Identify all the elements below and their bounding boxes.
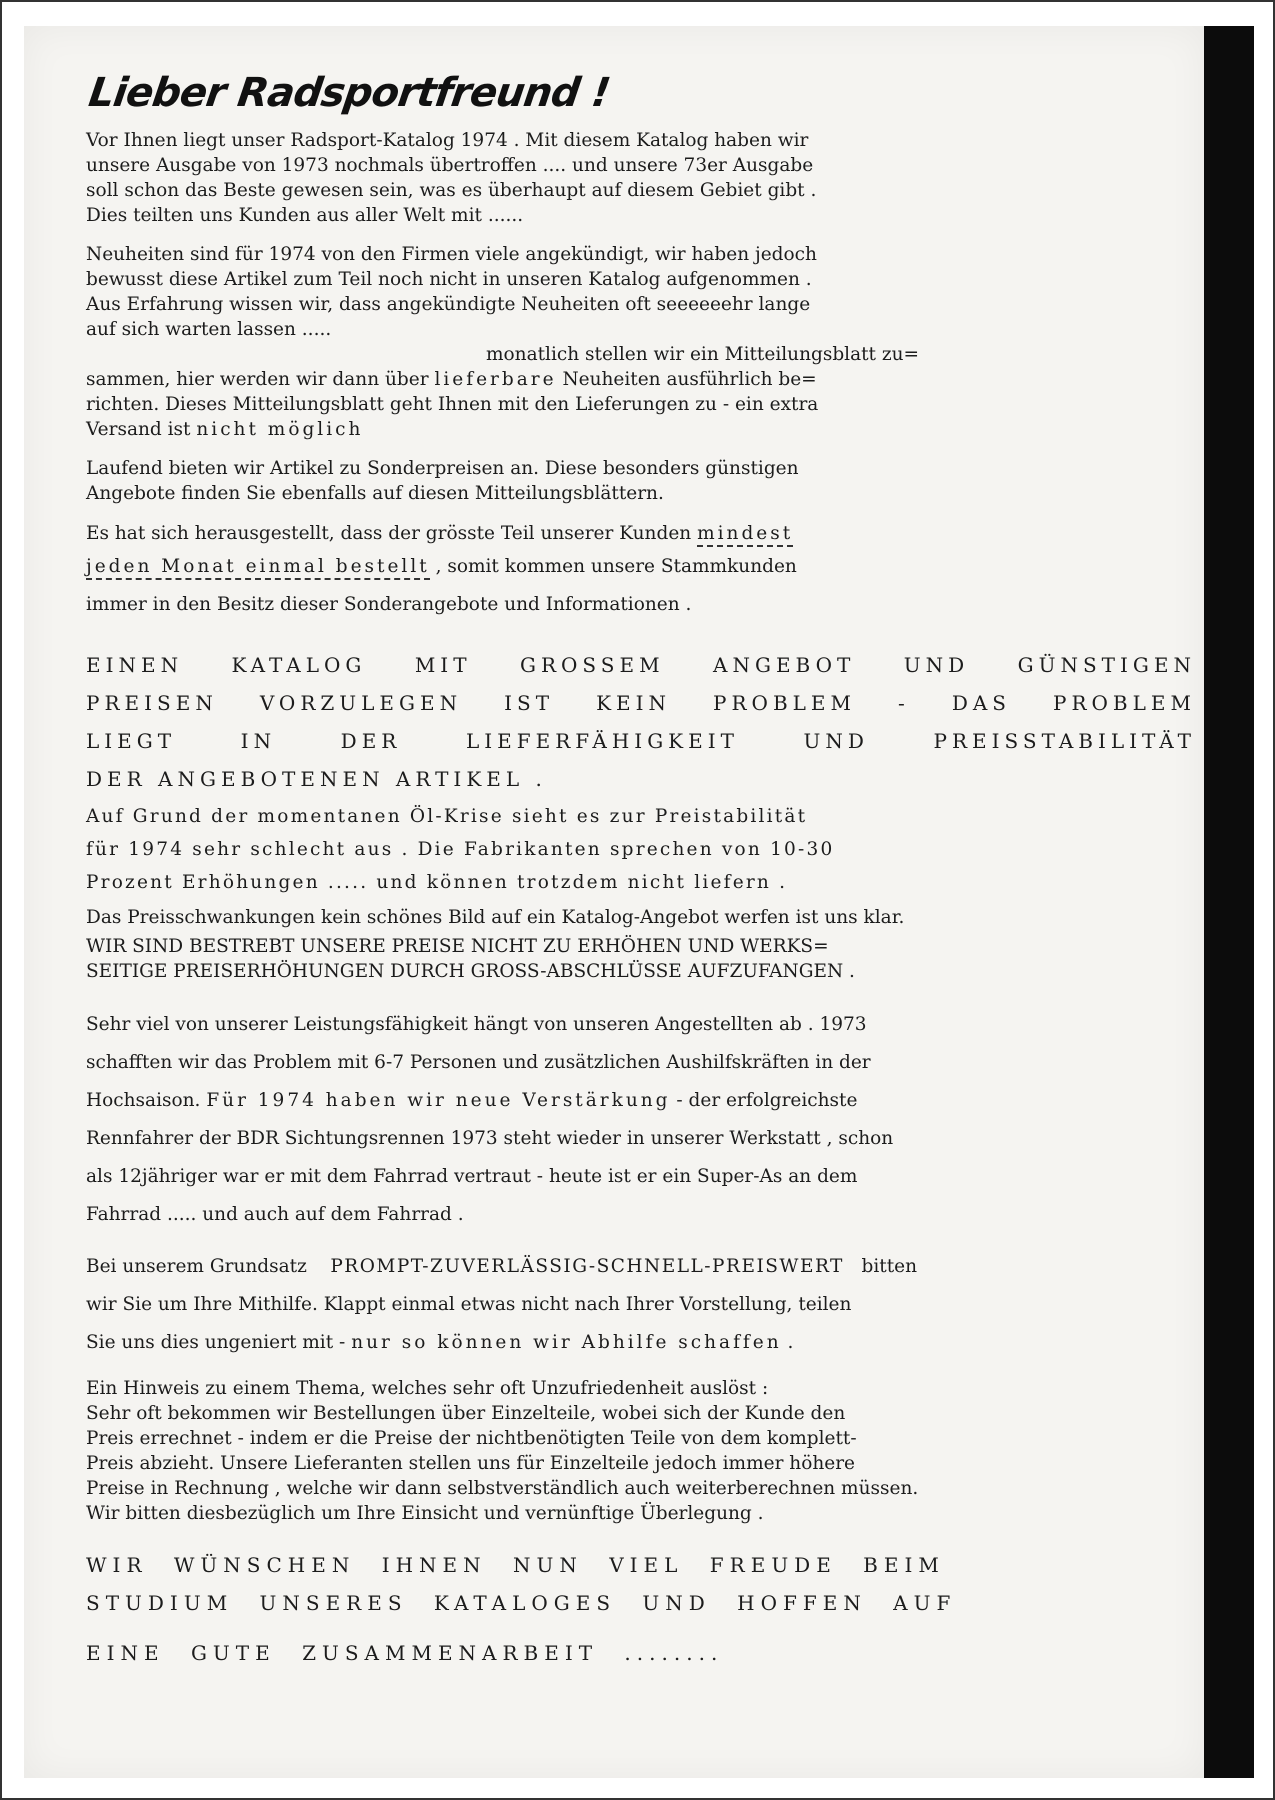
text-fragment: auf sich warten lassen ..... bbox=[86, 319, 332, 340]
paragraph-stammkunden bbox=[86, 520, 1206, 624]
caps-statement bbox=[86, 646, 1206, 798]
text-line bbox=[86, 317, 1206, 342]
text-fragment: sammen, hier werden wir dann über bbox=[86, 369, 429, 390]
paragraph-neuheiten bbox=[86, 242, 1206, 442]
paragraph-angestellte bbox=[86, 1006, 1206, 1234]
text-line: Auf Grund der momentanen Öl-Krise sieht es zur Preistabilität bbox=[86, 806, 808, 827]
text-line: Laufend bieten wir Artikel zu Sonderpreisen an. Diese besonders günstigen bbox=[86, 458, 799, 479]
text-line bbox=[86, 417, 1206, 442]
text-line: wir Sie um Ihre Mithilfe. Klappt einmal etwas nicht nach Ihrer Vorstellung, teilen bbox=[86, 1294, 852, 1315]
text-fragment: mindest bbox=[697, 523, 793, 547]
text-fragment: PROMPT-ZUVERLÄSSIG-SCHNELL-PREISWERT bbox=[330, 1256, 844, 1277]
text-line: immer in den Besitz dieser Sonderangebote und Informationen . bbox=[86, 594, 692, 615]
text-line: DER ANGEBOTENEN ARTIKEL . bbox=[86, 767, 547, 791]
text-fragment: bitten bbox=[861, 1256, 918, 1277]
text-line: Rennfahrer der BDR Sichtungsrennen 1973 steht wieder in unserer Werkstatt , schon bbox=[86, 1128, 894, 1149]
text-line: Prozent Erhöhungen ..... und können trotzdem nicht liefern . bbox=[86, 872, 788, 893]
text-line bbox=[86, 367, 1206, 392]
text-fragment: Für 1974 haben wir neue Verstärkung bbox=[206, 1090, 671, 1111]
text-line bbox=[86, 520, 1206, 548]
text-fragment: Versand ist bbox=[86, 419, 191, 440]
text-line: Wir bitten diesbezüglich um Ihre Einsicht und vernünftige Überlegung . bbox=[86, 1503, 764, 1524]
text-line: EINEN KATALOG MIT GROSSEM ANGEBOT UND GÜNSTIGEN bbox=[86, 653, 1196, 677]
text-line: LIEGT IN DER LIEFERFÄHIGKEIT UND PREISSTABILITÄT bbox=[86, 729, 1196, 753]
text-line: Dies teilten uns Kunden aus aller Welt mit ...... bbox=[86, 205, 524, 226]
text-fragment: Es hat sich herausgestellt, dass der grösste Teil unserer Kunden bbox=[86, 523, 692, 544]
text-line: WIR SIND BESTREBT UNSERE PREISE NICHT ZU ERHÖHEN UND WERKS= bbox=[86, 936, 829, 957]
text-line bbox=[86, 1082, 1206, 1120]
scan-dark-edge bbox=[1204, 26, 1254, 1778]
closing-statement bbox=[86, 1546, 1206, 1672]
letter-content bbox=[86, 60, 1206, 1672]
text-line: Neuheiten sind für 1974 von den Firmen viele angekündigt, wir haben jedoch bbox=[86, 244, 817, 265]
text-fragment: - der erfolgreichste bbox=[676, 1090, 858, 1111]
text-line bbox=[86, 548, 1206, 586]
text-line: für 1974 sehr schlecht aus . Die Fabrikanten sprechen von 10-30 bbox=[86, 839, 835, 860]
text-line: WIR WÜNSCHEN IHNEN NUN VIEL FREUDE BEIM bbox=[86, 1553, 945, 1577]
text-fragment: Sie uns dies ungeniert mit - bbox=[86, 1332, 346, 1353]
text-fragment: jeden Monat einmal bestellt bbox=[86, 556, 430, 580]
text-line bbox=[86, 1324, 1206, 1362]
text-line: bewusst diese Artikel zum Teil noch nicht in unseren Katalog aufgenommen . bbox=[86, 269, 812, 290]
paragraph-grundsatz bbox=[86, 1248, 1206, 1362]
text-line: schafften wir das Problem mit 6-7 Personen und zusätzlichen Aushilfskräften in der bbox=[86, 1052, 871, 1073]
text-line: Angebote finden Sie ebenfalls auf diesen Mitteilungsblättern. bbox=[86, 483, 664, 504]
text-line: Sehr oft bekommen wir Bestellungen über Einzelteile, wobei sich der Kunde den bbox=[86, 1403, 846, 1424]
text-fragment: lieferbare bbox=[434, 369, 557, 390]
paragraph-intro bbox=[86, 128, 1206, 228]
text-line: monatlich stellen wir ein Mitteilungsblatt zu= bbox=[486, 344, 920, 365]
text-line: Sehr viel von unserer Leistungsfähigkeit hängt von unseren Angestellten ab . 1973 bbox=[86, 1014, 867, 1035]
text-line: Aus Erfahrung wissen wir, dass angekündigte Neuheiten oft seeeeeehr lange bbox=[86, 294, 811, 315]
text-fragment: , somit kommen unsere Stammkunden bbox=[429, 556, 797, 577]
paragraph-bestrebt bbox=[86, 934, 1206, 984]
text-line: EINE GUTE ZUSAMMENARBEIT ........ bbox=[86, 1641, 724, 1665]
text-line: als 12jähriger war er mit dem Fahrrad vertraut - heute ist er ein Super-As an dem bbox=[86, 1166, 858, 1187]
text-line bbox=[86, 1248, 1206, 1286]
text-line: SEITIGE PREISERHÖHUNGEN DURCH GROSS-ABSCHLÜSSE AUFZUFANGEN . bbox=[86, 961, 855, 982]
text-fragment: . bbox=[787, 1332, 794, 1353]
text-line: soll schon das Beste gewesen sein, was es überhaupt auf diesem Gebiet gibt . bbox=[86, 180, 817, 201]
text-line: Preis errechnet - indem er die Preise der nichtbenötigten Teile von dem komplett- bbox=[86, 1428, 857, 1449]
letter-headline: Lieber Radsportfreund ! bbox=[86, 70, 613, 116]
text-line: Fahrrad ..... und auch auf dem Fahrrad . bbox=[86, 1204, 464, 1225]
text-line: richten. Dieses Mitteilungsblatt geht Ihnen mit den Lieferungen zu - ein extra bbox=[86, 394, 819, 415]
text-fragment: Bei unserem Grundsatz bbox=[86, 1256, 307, 1277]
text-line: Vor Ihnen liegt unser Radsport-Katalog 1974 . Mit diesem Katalog haben wir bbox=[86, 130, 809, 151]
paragraph-oelkrise bbox=[86, 800, 1206, 899]
paragraph-preisschwankungen bbox=[86, 901, 1206, 934]
text-line: Das Preisschwankungen kein schönes Bild auf ein Katalog-Angebot werfen ist uns klar. bbox=[86, 907, 905, 928]
text-fragment: nur so können wir Abhilfe schaffen bbox=[351, 1332, 782, 1353]
text-line: STUDIUM UNSERES KATALOGES UND HOFFEN AUF bbox=[86, 1591, 957, 1615]
text-line: Ein Hinweis zu einem Thema, welches sehr oft Unzufriedenheit auslöst : bbox=[86, 1378, 769, 1399]
paragraph-sonderpreise bbox=[86, 456, 1206, 506]
text-fragment: Hochsaison. bbox=[86, 1090, 201, 1111]
text-line: Preise in Rechnung , welche wir dann selbstverständlich auch weiterberechnen müssen. bbox=[86, 1478, 919, 1499]
text-fragment: Neuheiten ausführlich be= bbox=[562, 369, 817, 390]
text-line: Preis abzieht. Unsere Lieferanten stellen uns für Einzelteile jedoch immer höhere bbox=[86, 1453, 855, 1474]
text-fragment: nicht möglich bbox=[196, 419, 364, 440]
text-line: PREISEN VORZULEGEN IST KEIN PROBLEM - DAS PROBLEM bbox=[86, 691, 1196, 715]
text-line: unsere Ausgabe von 1973 nochmals übertroffen .... und unsere 73er Ausgabe bbox=[86, 155, 814, 176]
paragraph-einzelteile bbox=[86, 1376, 1206, 1526]
